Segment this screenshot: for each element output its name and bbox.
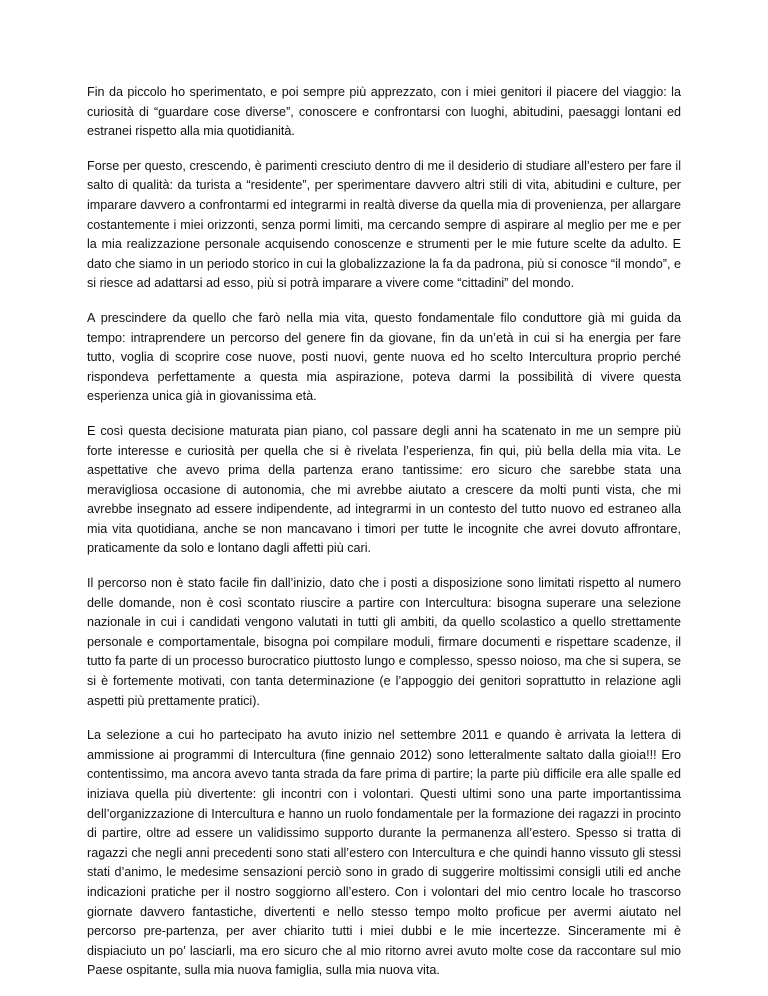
paragraph-2: Forse per questo, crescendo, è parimenti cresciuto dentro di me il desiderio di studiare all’estero per fare il salto di qualità: da turista a “residente”, per sperimentare davvero altri stili di vita, abitudini e culture, per imparare davvero a confrontarmi ed integrarmi in realtà diverse da quella mia di provenienza, per allargare costantemente i miei orizzonti, senza pormi limiti, ma cercando sempre di aspirare al meglio per me e per la mia realizzazione personale acquisendo conoscenze e strumenti per le mie future scelte da adulto. E dato che siamo in un periodo storico in cui la globalizzazione la fa da padrona, più si conosce “il mondo”, e si riesce ad adattarsi ad esso, più si potrà imparare a vivere come “cittadini” del mondo. bbox=[87, 158, 681, 291]
paragraph-3: A prescindere da quello che farò nella mia vita, questo fondamentale filo conduttore già mi guida da tempo: intraprendere un percorso del genere fin da giovane, fin da un’età in cui si ha energia per fare tutto, voglia di scoprire cose nuove, posti nuovi, gente nuova ed ho scelto Intercultura proprio perché rispondeva perfettamente a questa mia aspirazione, poteva darmi la possibilità di vivere questa esperienza unica già in giovanissima età. bbox=[87, 310, 681, 404]
document-body bbox=[87, 83, 681, 996]
paragraph-4: E così questa decisione maturata pian piano, col passare degli anni ha scatenato in me un sempre più forte interesse e curiosità per quella che si è rivelata l’esperienza, fin qui, più bella della mia vita. Le aspettative che avevo prima della partenza erano tantissime: ero sicuro che sarebbe stata una meravigliosa occasione di autonomia, che mi avrebbe aiutato a crescere da molti punti vista, che mi avrebbe insegnato ad essere indipendente, ad integrarmi in un contesto del tutto nuovo ed estraneo alla mia vita quotidiana, anche se non mancavano i timori per tutte le incognite che avrei dovuto affrontare, praticamente da solo e lontano dagli affetti più cari. bbox=[87, 423, 681, 556]
paragraph-5: Il percorso non è stato facile fin dall’inizio, dato che i posti a disposizione sono limitati rispetto al numero delle domande, non è così scontato riuscire a partire con Intercultura: bisogna superare una selezione nazionale in cui i candidati vengono valutati in tutti gli ambiti, da quello scolastico a quello strettamente personale e comportamentale, bisogna poi compilare moduli, firmare documenti e rispettare scadenze, il tutto fa parte di un processo burocratico piuttosto lungo e complesso, spesso noioso, ma che si supera, se si è fortemente motivati, con tanta determinazione (e l’appoggio dei genitori soprattutto in relazione agli aspetti più prettamente pratici). bbox=[87, 576, 681, 708]
paragraph-1: Fin da piccolo ho sperimentato, e poi sempre più apprezzato, con i miei genitori il piacere del viaggio: la curiosità di “guardare cose diverse”, conoscere e confrontarsi con luoghi, abitudini, paesaggi lontani ed estranei rispetto alla mia quotidianità. bbox=[87, 85, 681, 139]
paragraph-6: La selezione a cui ho partecipato ha avuto inizio nel settembre 2011 e quando è arrivata la lettera di ammissione ai programmi di Intercultura (fine gennaio 2012) sono letteralmente saltato dalla gioia!!! Ero contentissimo, ma ancora avevo tanta strada da fare prima di partire; la parte più difficile era alle spalle ed iniziava quella più divertente: gli incontri con i volontari. Questi ultimi sono una parte importantissima dell’organizzazione di Intercultura e hanno un ruolo fondamentale per la formazione dei ragazzi in procinto di partire, oltre ad essere un validissimo supporto durante la permanenza all’estero. Spesso si tratta di ragazzi che negli anni precedenti sono stati all’estero con Intercultura e che quindi hanno vissuto gli stessi stati d’animo, le medesime sensazioni perciò sono in grado di suggerire moltissimi consigli utili ed anche indicazioni pratiche per il nostro soggiorno all’estero. Con i volontari del mio centro locale ho trascorso giornate davvero fantastiche, divertenti e nello stesso tempo molto proficue per avermi aiutato nel percorso pre-partenza, per aver chiarito tutti i miei dubbi e le mie incertezze. Sinceramente mi è dispiaciuto un po’ lasciarli, ma ero sicuro che al mio ritorno avrei avuto molte cose da raccontare sul mio Paese ospitante, sulla mia nuova famiglia, sulla mia nuova vita. bbox=[87, 728, 681, 978]
